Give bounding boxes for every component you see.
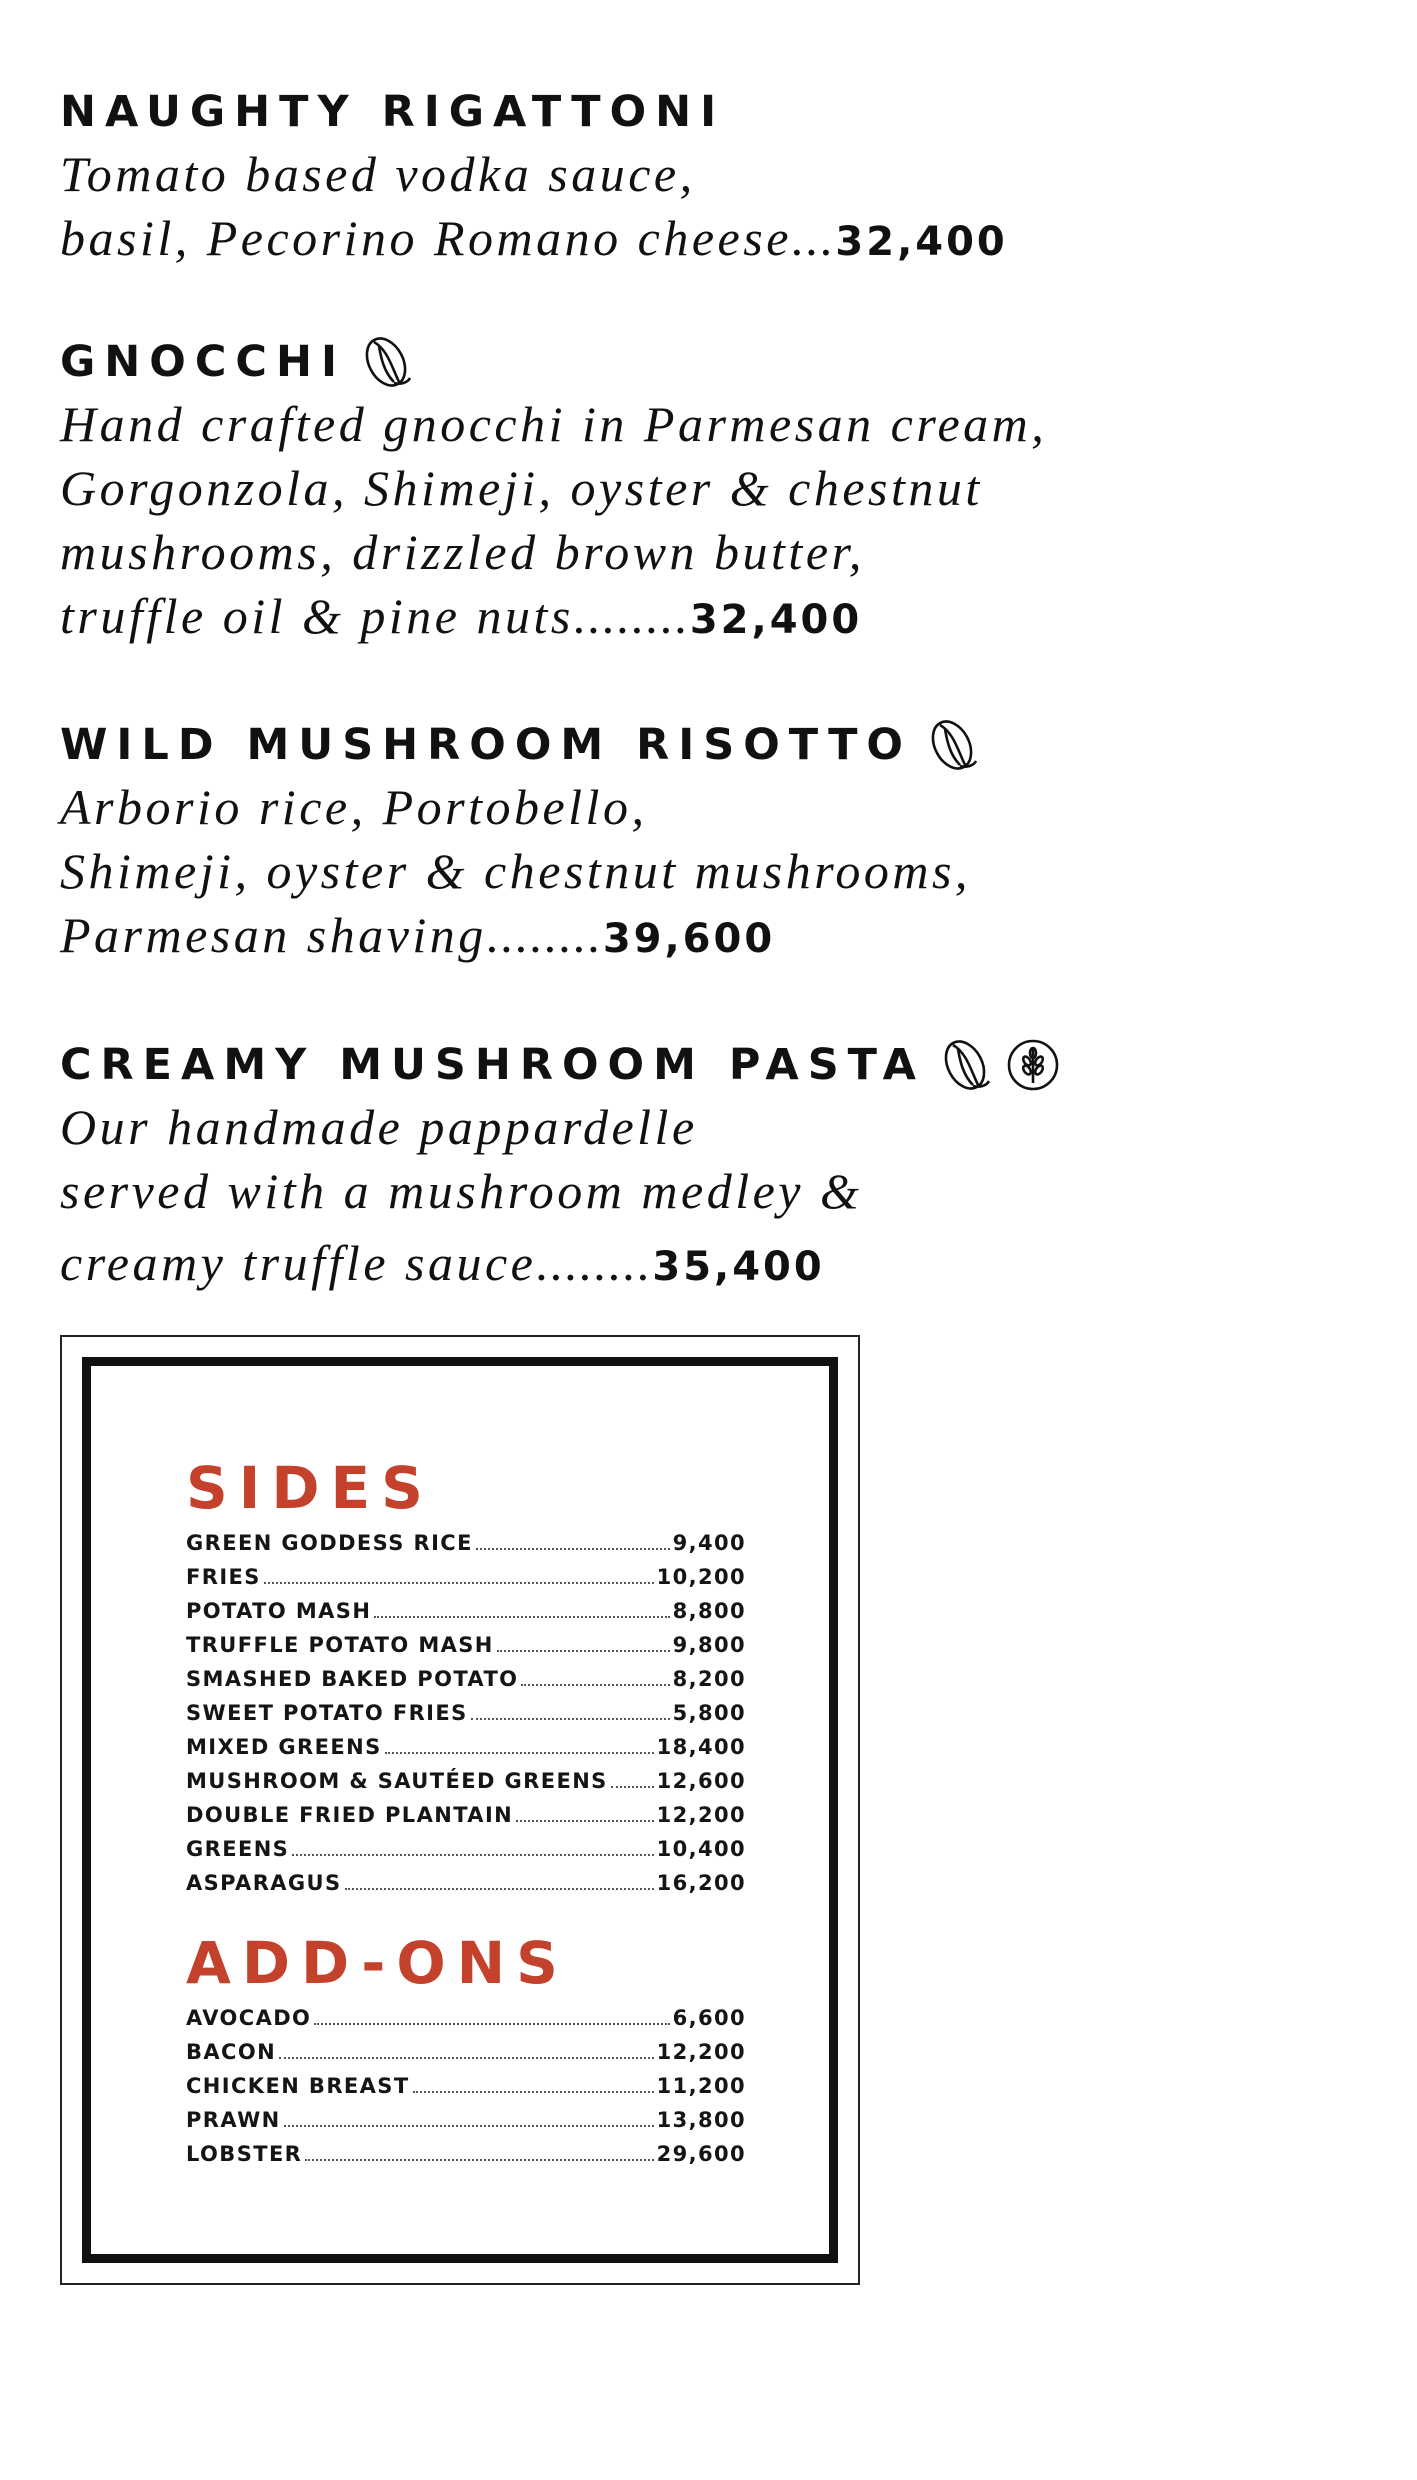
list-item: BACON 12,200 — [186, 2040, 746, 2064]
list-item: ASPARAGUS 16,200 — [186, 1871, 746, 1895]
dish-title: CREAMY MUSHROOM PASTA — [60, 1035, 1160, 1095]
dish-naughty-rigattoni — [60, 82, 1160, 274]
addons-title: ADD-ONS — [186, 1929, 569, 1997]
list-item: SMASHED BAKED POTATO 8,200 — [186, 1667, 746, 1691]
list-item: LOBSTER 29,600 — [186, 2142, 746, 2166]
list-item: MUSHROOM & SAUTÉED GREENS 12,600 — [186, 1769, 746, 1793]
wheat-icon — [1005, 1035, 1061, 1095]
dish-price: 32,400 — [689, 597, 863, 643]
pistachio-icon — [358, 332, 414, 392]
list-item: SWEET POTATO FRIES 5,800 — [186, 1701, 746, 1725]
addons-list — [186, 2006, 746, 2176]
list-item: TRUFFLE POTATO MASH 9,800 — [186, 1633, 746, 1657]
dish-title: NAUGHTY RIGATTONI — [60, 87, 726, 137]
dish-creamy-mushroom-pasta — [60, 1035, 1160, 1299]
inner-frame — [82, 1357, 838, 2263]
dish-price: 35,400 — [652, 1244, 825, 1290]
list-item: FRIES 10,200 — [186, 1565, 746, 1589]
list-item: MIXED GREENS 18,400 — [186, 1735, 746, 1759]
dish-description: Hand crafted gnocchi in Parmesan cream, Gorgonzola, Shimeji, oyster & chestnut mushrooms, drizzled brown butter, truffle oil & pine nuts........32,400 — [60, 396, 1048, 644]
dish-description: Our handmade pappardelle served with a mushroom medley & creamy truffle sauce........35,400 — [60, 1099, 863, 1291]
dish-title: WILD MUSHROOM RISOTTO — [60, 715, 1160, 775]
pistachio-icon — [924, 715, 980, 775]
dish-title: GNOCCHI — [60, 332, 1160, 392]
list-item: PRAWN 13,800 — [186, 2108, 746, 2132]
list-item: POTATO MASH 8,800 — [186, 1599, 746, 1623]
sides-addons-panel — [60, 1335, 860, 2285]
sides-list — [186, 1531, 746, 1905]
list-item: GREEN GODDESS RICE 9,400 — [186, 1531, 746, 1555]
dish-description: Arborio rice, Portobello, Shimeji, oyster & chestnut mushrooms, Parmesan shaving........39,600 — [60, 779, 971, 963]
pistachio-icon — [937, 1035, 993, 1095]
dish-price: 39,600 — [602, 916, 776, 962]
sides-title: SIDES — [186, 1454, 434, 1522]
list-item: CHICKEN BREAST 11,200 — [186, 2074, 746, 2098]
list-item: GREENS 10,400 — [186, 1837, 746, 1861]
list-item: AVOCADO 6,600 — [186, 2006, 746, 2030]
dish-wild-mushroom-risotto — [60, 715, 1160, 971]
dish-description: Tomato based vodka sauce, basil, Pecorino Romano cheese...32,400 — [60, 146, 1008, 266]
dish-price: 32,400 — [835, 219, 1008, 265]
dish-gnocchi — [60, 332, 1160, 652]
list-item: DOUBLE FRIED PLANTAIN 12,200 — [186, 1803, 746, 1827]
